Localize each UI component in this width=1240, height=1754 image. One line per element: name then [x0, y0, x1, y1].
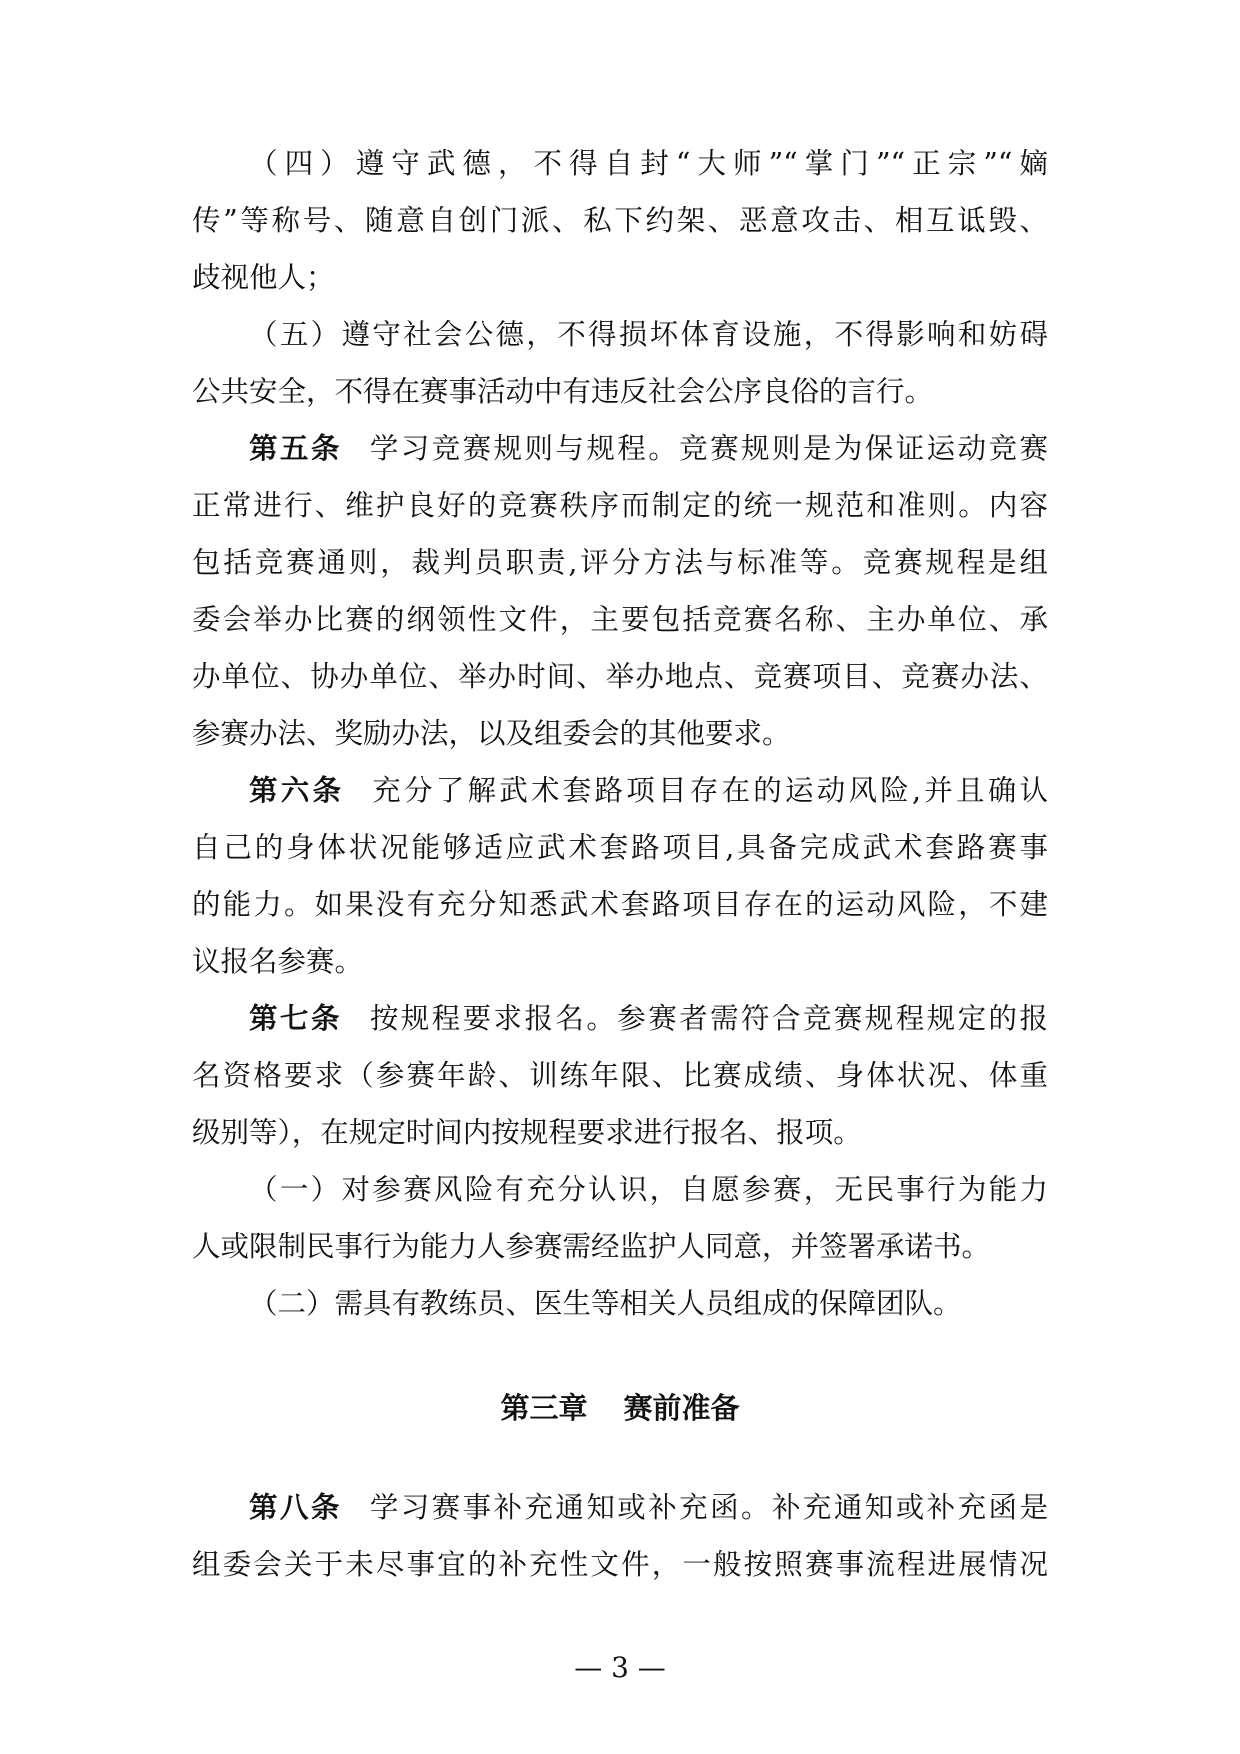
article-6-first-line — [192, 771, 1048, 811]
page-number: — 3 — — [574, 1651, 666, 1684]
paragraph-line: 自己的身体状况能够适应武术套路项目,具备完成武术套路赛事 — [192, 831, 1048, 864]
article-text: 充分了解武术套路项目存在的运动风险,并且确认 — [372, 774, 1048, 807]
article-label: 第八条 — [249, 1491, 342, 1524]
paragraph-line: 参赛办法、奖励办法，以及组委会的其他要求。 — [192, 717, 791, 750]
article-text: 学习竞赛规则与规程。竞赛规则是为保证运动竞赛 — [369, 432, 1048, 465]
article-8-first-line — [192, 1488, 1048, 1528]
paragraph-line: 议报名参赛。 — [192, 945, 364, 978]
paragraph-line: 公共安全，不得在赛事活动中有违反社会公序良俗的言行。 — [192, 375, 934, 408]
paragraph-line: （五）遵守社会公德，不得损坏体育设施，不得影响和妨碍 — [249, 318, 1048, 351]
paragraph-line: 委会举办比赛的纲领性文件，主要包括竞赛名称、主办单位、承 — [192, 603, 1048, 636]
article-text: 按规程要求报名。参赛者需符合竞赛规程规定的报 — [369, 1002, 1048, 1035]
paragraph-line: （四）遵守武德，不得自封“大师”“掌门”“正宗”“嫡 — [249, 147, 1048, 180]
paragraph-line: 组委会关于未尽事宜的补充性文件，一般按照赛事流程进展情况 — [192, 1548, 1048, 1581]
article-label: 第五条 — [249, 432, 342, 465]
article-text: 学习赛事补充通知或补充函。补充通知或补充函是 — [369, 1491, 1048, 1524]
paragraph-line: 级别等），在规定时间内按规程要求进行报名、报项。 — [192, 1116, 862, 1149]
paragraph-line: 办单位、协办单位、举办时间、举办地点、竞赛项目、竞赛办法、 — [192, 660, 1048, 693]
article-label: 第七条 — [249, 1002, 342, 1035]
paragraph-line: 包括竞赛通则，裁判员职责,评分方法与标准等。竞赛规程是组 — [192, 546, 1048, 579]
paragraph-line: 人或限制民事行为能力人参赛需经监护人同意，并签署承诺书。 — [192, 1230, 991, 1263]
paragraph-line: 传”等称号、随意自创门派、私下约架、恶意攻击、相互诋毁、 — [192, 204, 1048, 237]
paragraph-line: 正常进行、维护良好的竞赛秩序而制定的统一规范和准则。内容 — [192, 489, 1048, 522]
chapter-title: 赛前准备 — [623, 1391, 740, 1425]
article-7-first-line — [192, 999, 1048, 1039]
paragraph-line: 歧视他人； — [192, 261, 335, 294]
paragraph-line: （二）需具有教练员、医生等相关人员组成的保障团队。 — [249, 1287, 962, 1320]
chapter-number: 第三章 — [500, 1391, 588, 1425]
paragraph-line: （一）对参赛风险有充分认识，自愿参赛，无民事行为能力 — [249, 1173, 1048, 1206]
paragraph-line: 名资格要求（参赛年龄、训练年限、比赛成绩、身体状况、体重 — [192, 1059, 1048, 1092]
paragraph-line: 的能力。如果没有充分知悉武术套路项目存在的运动风险，不建 — [192, 888, 1048, 921]
article-label: 第六条 — [249, 774, 345, 807]
chapter-heading — [192, 1388, 1048, 1428]
article-5-first-line — [192, 429, 1048, 469]
